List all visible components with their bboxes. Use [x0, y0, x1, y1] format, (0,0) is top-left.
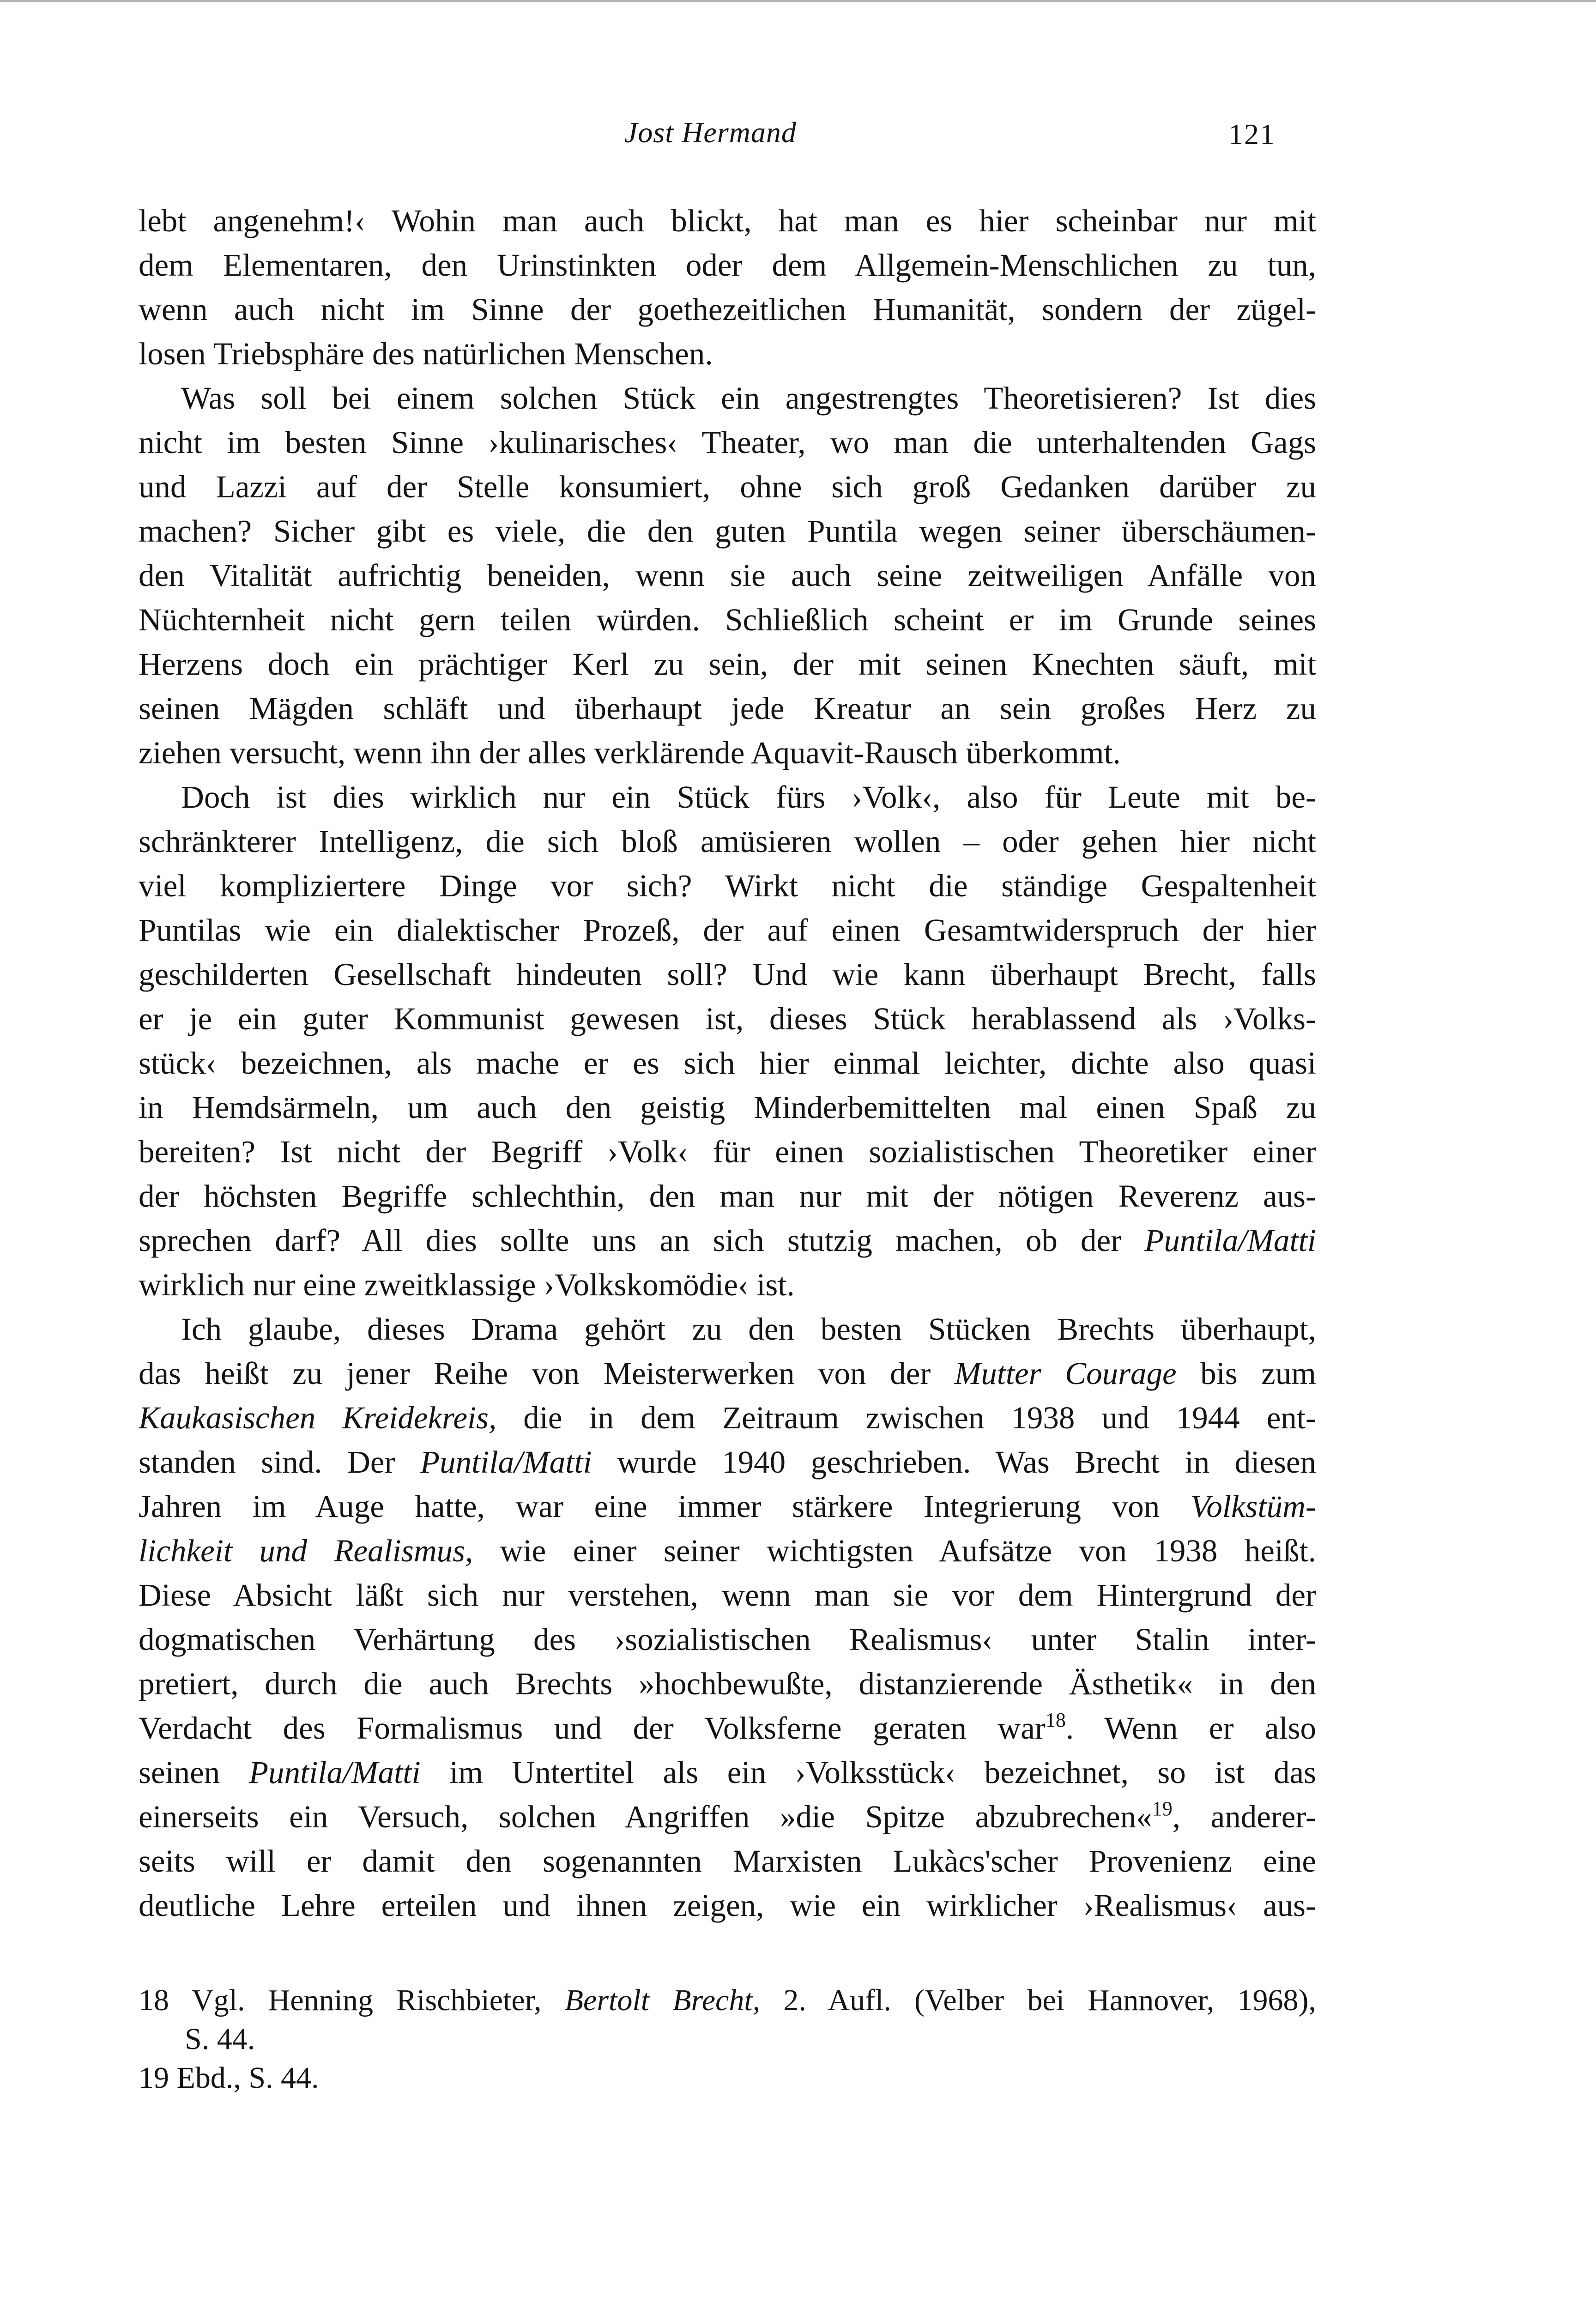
text-line: in Hemdsärmeln, um auch den geistig Minderbemittelten mal einen Spaß zu — [139, 1090, 1316, 1125]
text-line: seits will er damit den sogenannten Marxisten Lukàcs'scher Provenienz eine — [139, 1844, 1316, 1879]
text-line — [139, 1218, 1316, 1263]
text-run: die in dem Zeitraum zwischen 1938 und 1944 ent- — [496, 1400, 1316, 1435]
text-line: lebt angenehm!‹ Wohin man auch blickt, hat man es hier scheinbar nur mit — [139, 203, 1316, 238]
work-title: lichkeit und Realismus, — [139, 1533, 473, 1568]
footnote-text: 2. Aufl. (Velber bei Hannover, 1968), — [760, 1983, 1316, 2017]
footnotes — [139, 1981, 1316, 2097]
running-head-author: Jost Hermand — [624, 116, 797, 149]
text-run: standen sind. Der — [139, 1445, 420, 1480]
page-number: 121 — [1228, 118, 1276, 151]
footnote-ref: 18 — [1045, 1709, 1066, 1731]
text-line: und Lazzi auf der Stelle konsumiert, ohne sich groß Gedanken darüber zu — [139, 469, 1316, 504]
body-text — [139, 199, 1316, 1928]
text-run: sprechen darf? All dies sollte uns an sich stutzig machen, ob der — [139, 1223, 1145, 1258]
text-line: Was soll bei einem solchen Stück ein angestrengtes Theoretisieren? Ist dies — [181, 381, 1316, 416]
text-line: deutliche Lehre erteilen und ihnen zeigen, wie ein wirklicher ›Realismus‹ aus- — [139, 1888, 1316, 1923]
work-title: Bertolt Brecht, — [564, 1983, 761, 2017]
text-line: seinen Mägden schläft und überhaupt jede Kreatur an sein großes Herz zu — [139, 691, 1316, 726]
text-line: der höchsten Begriffe schlechthin, den man nur mit der nötigen Reverenz aus- — [139, 1179, 1316, 1214]
text-line — [139, 1750, 1316, 1795]
text-line: wenn auch nicht im Sinne der goethezeitlichen Humanität, sondern der zügel- — [139, 292, 1316, 327]
text-run: wurde 1940 geschrieben. Was Brecht in diesen — [592, 1445, 1316, 1480]
footnote-ref: 19 — [1152, 1797, 1173, 1820]
text-line — [139, 1795, 1316, 1839]
footnote-18-continued: S. 44. — [185, 2022, 255, 2056]
footnote-18 — [139, 1981, 1316, 2020]
text-line: stück‹ bezeichnen, als mache er es sich hier einmal leichter, dichte also quasi — [139, 1046, 1316, 1081]
text-line — [139, 1396, 1316, 1440]
text-run: bis zum — [1176, 1356, 1316, 1391]
text-line: wirklich nur eine zweitklassige ›Volkskomödie‹ ist. — [139, 1267, 795, 1302]
work-title: Volkstüm- — [1190, 1489, 1316, 1524]
work-title: Puntila/Matti — [420, 1445, 592, 1480]
top-rule — [0, 0, 1596, 2]
text-run: wie einer seiner wichtigsten Aufsätze von 1938 heißt. — [473, 1533, 1316, 1568]
text-run: das heißt zu jener Reihe von Meisterwerken von der — [139, 1356, 955, 1391]
text-line: nicht im besten Sinne ›kulinarisches‹ Theater, wo man die unterhaltenden Gags — [139, 425, 1316, 460]
text-line: Herzens doch ein prächtiger Kerl zu sein, der mit seinen Knechten säuft, mit — [139, 647, 1316, 682]
text-line: machen? Sicher gibt es viele, die den guten Puntila wegen seiner überschäumen- — [139, 514, 1316, 549]
text-run: , anderer- — [1172, 1799, 1316, 1834]
text-line: Puntilas wie ein dialektischer Prozeß, der auf einen Gesamtwiderspruch der hier — [139, 913, 1316, 948]
text-run: Verdacht des Formalismus und der Volksferne geraten war — [139, 1711, 1046, 1746]
text-line — [139, 1706, 1316, 1750]
text-line: er je ein guter Kommunist gewesen ist, dieses Stück herablassend als ›Volks- — [139, 1001, 1316, 1036]
text-line: Nüchternheit nicht gern teilen würden. Schließlich scheint er im Grunde seines — [139, 602, 1316, 637]
text-line — [139, 1484, 1316, 1529]
text-line: Ich glaube, dieses Drama gehört zu den besten Stücken Brechts überhaupt, — [181, 1312, 1316, 1347]
text-line — [139, 1529, 1316, 1573]
text-line: Diese Absicht läßt sich nur verstehen, wenn man sie vor dem Hintergrund der — [139, 1578, 1316, 1613]
work-title: Puntila/Matti — [248, 1755, 421, 1790]
footnote-19: 19 Ebd., S. 44. — [139, 2061, 319, 2095]
text-run: . Wenn er also — [1065, 1711, 1316, 1746]
running-head — [0, 115, 1596, 157]
text-line: dem Elementaren, den Urinstinkten oder dem Allgemein-Menschlichen zu tun, — [139, 248, 1316, 283]
text-run: im Untertitel als ein ›Volksstück‹ bezeichnet, so ist das — [420, 1755, 1316, 1790]
text-line: dogmatischen Verhärtung des ›sozialistischen Realismus‹ unter Stalin inter- — [139, 1622, 1316, 1657]
text-line — [139, 1351, 1316, 1396]
text-line: pretiert, durch die auch Brechts »hochbewußte, distanzierende Ästhetik« in den — [139, 1666, 1316, 1701]
text-run: seinen — [139, 1755, 249, 1790]
text-line: den Vitalität aufrichtig beneiden, wenn sie auch seine zeitweiligen Anfälle von — [139, 558, 1316, 593]
text-line: viel kompliziertere Dinge vor sich? Wirkt nicht die ständige Gespaltenheit — [139, 868, 1316, 903]
work-title: Mutter Courage — [954, 1356, 1177, 1391]
text-line: geschilderten Gesellschaft hindeuten soll? Und wie kann überhaupt Brecht, falls — [139, 957, 1316, 992]
text-run: einerseits ein Versuch, solchen Angriffen »die Spitze abzubrechen« — [139, 1799, 1152, 1834]
text-line: losen Triebsphäre des natürlichen Menschen. — [139, 336, 713, 371]
text-line: schränkterer Intelligenz, die sich bloß amüsieren wollen – oder gehen hier nicht — [139, 824, 1316, 859]
work-title: Kaukasischen Kreidekreis, — [139, 1400, 497, 1435]
text-line: Doch ist dies wirklich nur ein Stück fürs ›Volk‹, also für Leute mit be- — [181, 780, 1316, 815]
text-run: Jahren im Auge hatte, war eine immer stärkere Integrierung von — [139, 1489, 1191, 1524]
text-line: ziehen versucht, wenn ihn der alles verklärende Aquavit-Rausch überkommt. — [139, 735, 1121, 770]
work-title: Puntila/Matti — [1144, 1223, 1316, 1258]
footnote-text: 18 Vgl. Henning Rischbieter, — [139, 1983, 565, 2017]
text-line — [139, 1440, 1316, 1484]
text-line: bereiten? Ist nicht der Begriff ›Volk‹ für einen sozialistischen Theoretiker einer — [139, 1134, 1316, 1169]
